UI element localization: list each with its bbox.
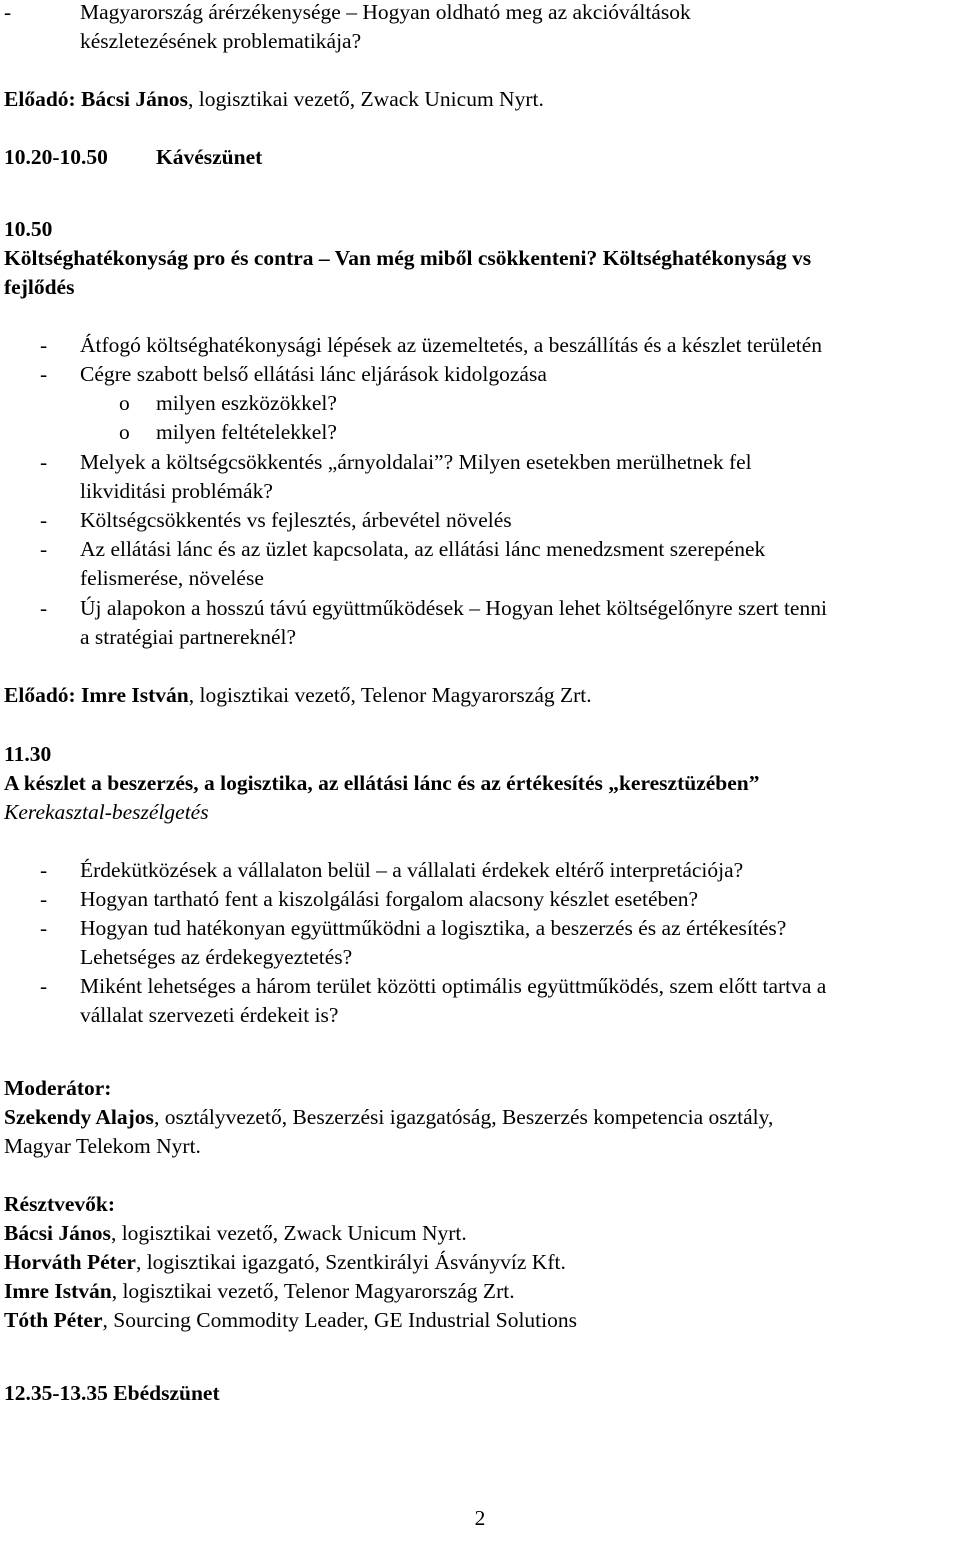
session2-item6-dash: - (40, 596, 48, 620)
session2-item2-dash: - (40, 362, 48, 386)
session3-item2-dash: - (40, 887, 48, 911)
session2-item2: Cégre szabott belső ellátási lánc eljárások kidolgozása (80, 362, 547, 386)
session2-item3-dash: - (40, 450, 48, 474)
page-number: 2 (474, 1506, 486, 1530)
session3-item1: Érdekütközések a vállalaton belül – a vállalati érdekek eltérő interpretációja? (80, 858, 744, 882)
talk1-dash: - (4, 0, 12, 24)
session2-item4-dash: - (40, 508, 48, 532)
participant-4 (4, 1306, 577, 1335)
session3-time: 11.30 (4, 742, 52, 766)
participants-label: Résztvevők: (4, 1192, 116, 1216)
moderator-rest: , osztályvezető, Beszerzési igazgatóság, Beszerzés kompetencia osztály, (153, 1105, 774, 1129)
break1-time: 10.20-10.50 (4, 145, 108, 169)
session2-item6-line1: Új alapokon a hosszú távú együttműködések – Hogyan lehet költségelőnyre szert tenni (80, 596, 827, 620)
participant-4-name: Tóth Péter (4, 1308, 103, 1332)
session3-item2: Hogyan tartható fent a kiszolgálási forgalom alacsony készlet esetében? (80, 887, 699, 911)
session3-item4-dash: - (40, 974, 48, 998)
session3-item3-line1: Hogyan tud hatékonyan együttműködni a logisztika, a beszerzés és az értékesítés? (80, 916, 787, 940)
moderator-line2: Magyar Telekom Nyrt. (4, 1134, 201, 1158)
talk1-speaker-label: Előadó: Bácsi János (4, 87, 188, 111)
session2-speaker-label: Előadó: Imre István (4, 683, 189, 707)
session2-subitem2: milyen feltételekkel? (156, 420, 337, 444)
session2-item5-line2: felismerése, növelése (80, 566, 264, 590)
session2-subitem1-bullet: o (119, 391, 130, 415)
session3-item3-dash: - (40, 916, 48, 940)
participant-3-name: Imre István (4, 1279, 112, 1303)
session2-item1: Átfogó költséghatékonysági lépések az üzemeltetés, a beszállítás és a készlet területén (80, 333, 823, 357)
session3-title: A készlet a beszerzés, a logisztika, az ellátási lánc és az értékesítés „keresztüzében” (4, 771, 760, 795)
session2-item5-dash: - (40, 537, 48, 561)
participant-4-rest: , Sourcing Commodity Leader, GE Industrial Solutions (102, 1308, 577, 1332)
session2-title-rest: Költséghatékonyság vs (597, 246, 812, 270)
session3-item4-line1: Miként lehetséges a három terület közötti optimális együttműködés, szem előtt tartva a (80, 974, 827, 998)
participant-2-name: Horváth Péter (4, 1250, 136, 1274)
participant-2 (4, 1248, 566, 1277)
session3-item3-line2: Lehetséges az érdekegyeztetés? (80, 945, 353, 969)
participant-3-rest: , logisztikai vezető, Telenor Magyarország Zrt. (111, 1279, 515, 1303)
break1-label: Kávészünet (156, 145, 263, 169)
session2-item3-line1: Melyek a költségcsökkentés „árnyoldalai”? Milyen esetekben merülhetnek fel (80, 450, 752, 474)
session2-title-line1 (4, 244, 811, 273)
session2-speaker (4, 681, 592, 710)
session3-item4-line2: vállalat szervezeti érdekeit is? (80, 1003, 339, 1027)
participant-1-name: Bácsi János (4, 1221, 111, 1245)
moderator-label: Moderátor: (4, 1076, 112, 1100)
participant-3 (4, 1277, 515, 1306)
session2-time: 10.50 (4, 217, 53, 241)
session2-title-line2: fejlődés (4, 275, 75, 299)
participant-1-rest: , logisztikai vezető, Zwack Unicum Nyrt. (110, 1221, 467, 1245)
session2-item3-line2: likviditási problémák? (80, 479, 273, 503)
moderator (4, 1103, 773, 1132)
session2-subitem2-bullet: o (119, 420, 130, 444)
session2-speaker-rest: , logisztikai vezető, Telenor Magyarország Zrt. (188, 683, 592, 707)
session3-item1-dash: - (40, 858, 48, 882)
talk1-title-line1: Magyarország árérzékenysége – Hogyan oldható meg az akcióváltások (80, 0, 691, 24)
session2-subitem1: milyen eszközökkel? (156, 391, 337, 415)
talk1-speaker (4, 85, 544, 114)
talk1-speaker-rest: , logisztikai vezető, Zwack Unicum Nyrt. (187, 87, 544, 111)
participant-2-rest: , logisztikai igazgató, Szentkirályi Ásványvíz Kft. (135, 1250, 566, 1274)
session2-item1-dash: - (40, 333, 48, 357)
talk1-title-line2: készletezésének problematikája? (80, 29, 362, 53)
session2-title-main: Költséghatékonyság pro és contra – Van még miből csökkenteni? (4, 246, 598, 270)
lunch-break: 12.35-13.35 Ebédszünet (4, 1381, 220, 1405)
participant-1 (4, 1219, 467, 1248)
session2-item4: Költségcsökkentés vs fejlesztés, árbevétel növelés (80, 508, 512, 532)
moderator-name: Szekendy Alajos (4, 1105, 154, 1129)
session2-item5-line1: Az ellátási lánc és az üzlet kapcsolata, az ellátási lánc menedzsment szerepének (80, 537, 766, 561)
session3-subtitle: Kerekasztal-beszélgetés (4, 800, 209, 824)
session2-item6-line2: a stratégiai partnereknél? (80, 625, 297, 649)
